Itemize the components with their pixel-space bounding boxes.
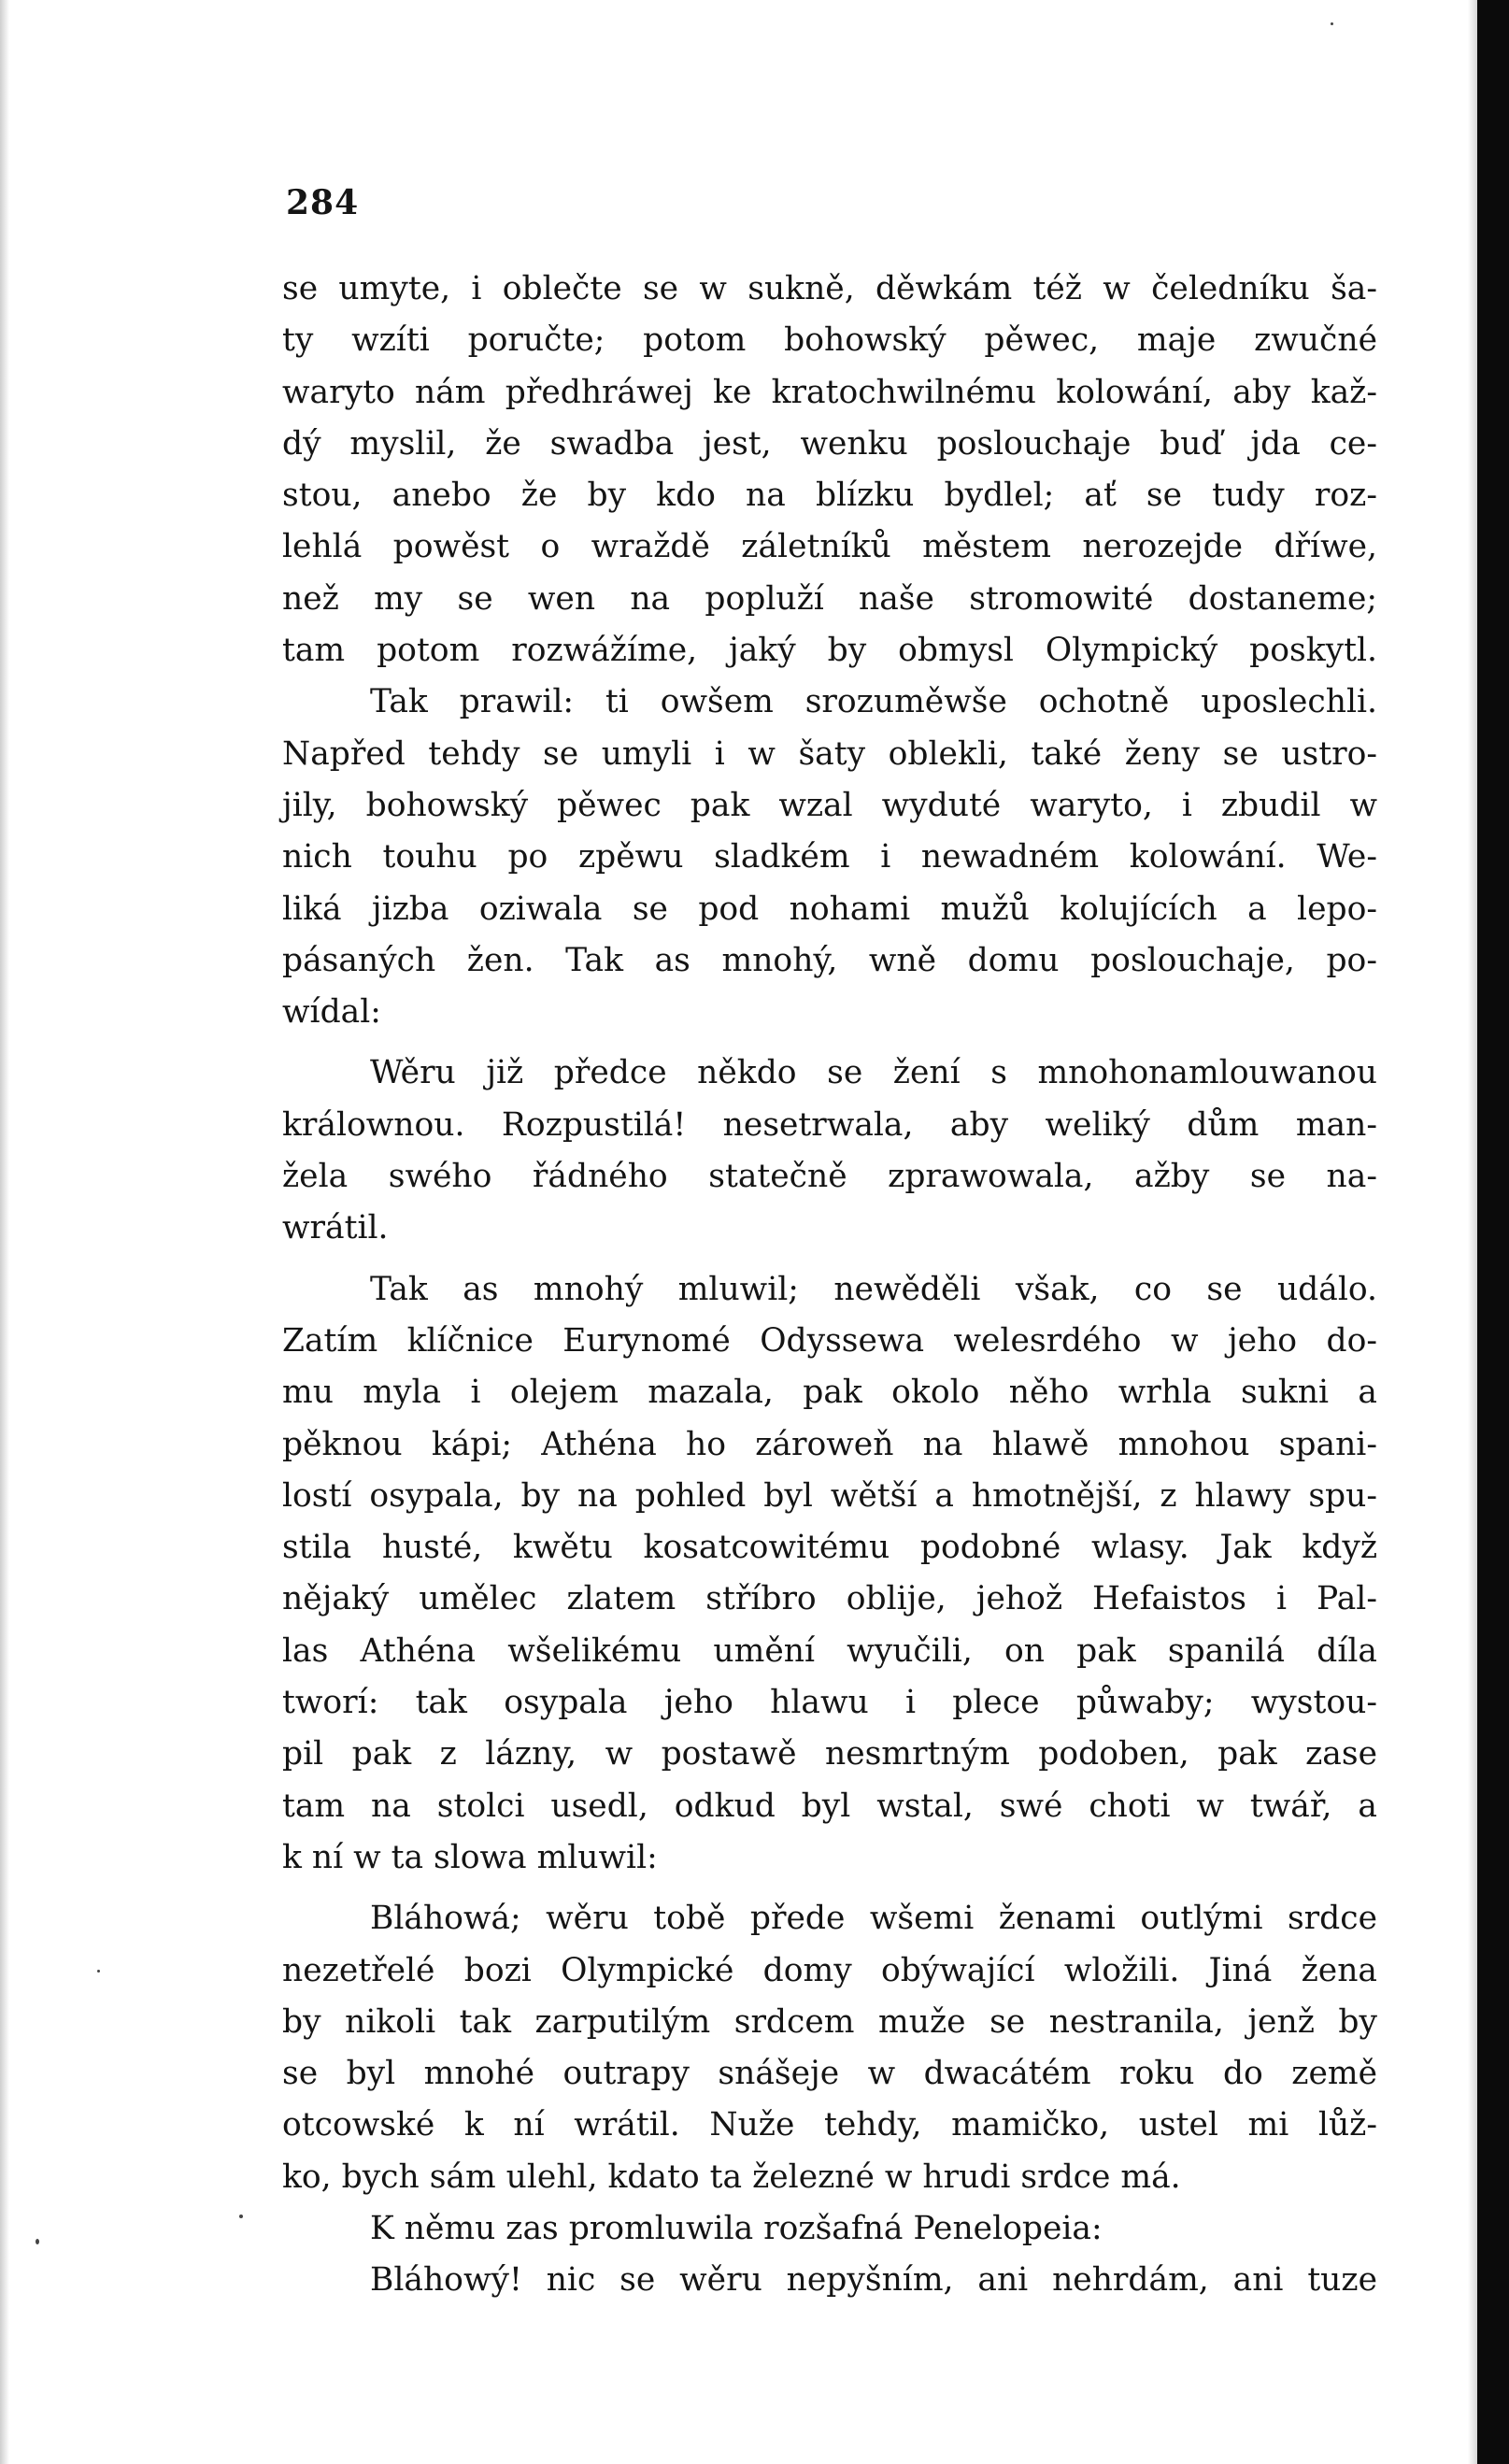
text-line: tam potom rozwážíme, jaký by obmysl Olympický poskytl. xyxy=(282,632,1377,670)
scan-speck xyxy=(97,1970,100,1973)
scan-speck xyxy=(1331,22,1333,25)
text-line: waryto nám předhráwej ke kratochwilnému kolowání, aby kaž- xyxy=(282,373,1377,411)
text-line: k ní w ta slowa mluwil: xyxy=(282,1838,658,1876)
text-line: Tak prawil: ti owšem srozuměwše ochotně uposlechli. xyxy=(370,683,1377,721)
paragraph-gap xyxy=(282,1255,1377,1264)
text-line: nějaký umělec zlatem stříbro oblije, jehož Hefaistos i Pal- xyxy=(282,1580,1377,1618)
text-line: liká jizba oziwala se pod nohami mužů kolujících a lepo- xyxy=(282,890,1377,928)
text-line: wrátil. xyxy=(282,1209,389,1247)
text-line: pásaných žen. Tak as mnohý, wně domu poslouchaje, po- xyxy=(282,941,1377,979)
text-line: lostí osypala, by na pohled byl wětší a hmotnější, z hlawy spu- xyxy=(282,1476,1377,1515)
scan-speck xyxy=(36,2239,39,2244)
scan-edge-shadow xyxy=(1468,0,1477,2464)
text-line: las Athéna wšelikému umění wyučili, on pak spanilá díla xyxy=(282,1631,1377,1670)
scan-edge-right xyxy=(1477,0,1509,2464)
text-line: stila husté, kwětu kosatcowitému podobné wlasy. Jak když xyxy=(282,1529,1377,1567)
text-line: K němu zas promluwila rozšafná Penelopeia: xyxy=(370,2209,1103,2247)
text-line: pěknou kápi; Athéna ho zároweň na hlawě mnohou spani- xyxy=(282,1425,1377,1463)
text-line: lehlá powěst o wraždě záletníků městem nerozejde dříwe, xyxy=(282,528,1377,566)
text-line: králownou. Rozpustilá! nesetrwala, aby weliký dům man- xyxy=(282,1105,1377,1144)
text-line: se byl mnohé outrapy snášeje w dwacátém roku do země xyxy=(282,2055,1377,2093)
text-line: mu myla i olejem mazala, pak okolo něho wrhla sukni a xyxy=(282,1374,1377,1412)
text-line: ty wzíti poručte; potom bohowský pěwec, maje zwučné xyxy=(282,321,1377,360)
text-line: Tak as mnohý mluwil; newěděli však, co se událo. xyxy=(370,1270,1377,1308)
text-line: tam na stolci usedl, odkud byl wstal, swé choti w twář, a xyxy=(282,1787,1377,1825)
text-line: tworí: tak osypala jeho hlawu i plece půwaby; wystou- xyxy=(282,1684,1377,1722)
text-line: žela swého řádného statečně zprawowala, ažby se na- xyxy=(282,1158,1377,1196)
text-line: nich touhu po zpěwu sladkém i newadném kolowání. We- xyxy=(282,838,1377,876)
scan-edge-left xyxy=(0,0,9,2464)
text-line: jily, bohowský pěwec pak wzal wyduté waryto, i zbudil w xyxy=(282,786,1377,824)
text-line: pil pak z lázny, w postawě nesmrtným podoben, pak zase xyxy=(282,1735,1377,1773)
text-line: nezetřelé bozi Olympické domy obýwající wložili. Jiná žena xyxy=(282,1951,1377,1989)
text-line: otcowské k ní wrátil. Nuže tehdy, mamičko, ustel mi lůž- xyxy=(282,2106,1377,2144)
page-number: 284 xyxy=(286,183,360,222)
text-line: stou, anebo že by kdo na blízku bydlel; ať se tudy roz- xyxy=(282,477,1377,515)
text-line: wídal: xyxy=(282,993,381,1032)
text-line: Wěru již předce někdo se žení s mnohonamlouwanou xyxy=(370,1054,1377,1092)
page-body-text xyxy=(282,263,1377,2307)
text-line: Bláhowá; wěru tobě přede wšemi ženami outlými srdce xyxy=(370,1900,1377,1938)
paragraph-gap xyxy=(282,1884,1377,1893)
text-line: Napřed tehdy se umyli i w šaty oblekli, také ženy se ustro- xyxy=(282,734,1377,773)
text-line: by nikoli tak zarputilým srdcem muže se nestranila, jenž by xyxy=(282,2002,1377,2041)
scan-speck xyxy=(239,2215,243,2218)
text-line: Bláhowý! nic se wěru nepyšním, ani nehrdám, ani tuze xyxy=(370,2261,1377,2300)
text-line: dý myslil, že swadba jest, wenku poslouchaje buď jda ce- xyxy=(282,424,1377,463)
paragraph-gap xyxy=(282,1038,1377,1047)
text-line: Zatím klíčnice Eurynomé Odyssewa welesrdého w jeho do- xyxy=(282,1321,1377,1360)
text-line: ko, bych sám ulehl, kdato ta železné w hrudi srdce má. xyxy=(282,2158,1181,2196)
text-line: se umyte, i oblečte se w sukně, děwkám též w čeledníku ša- xyxy=(282,270,1377,307)
text-line: než my se wen na popluží naše stromowité dostaneme; xyxy=(282,579,1377,618)
